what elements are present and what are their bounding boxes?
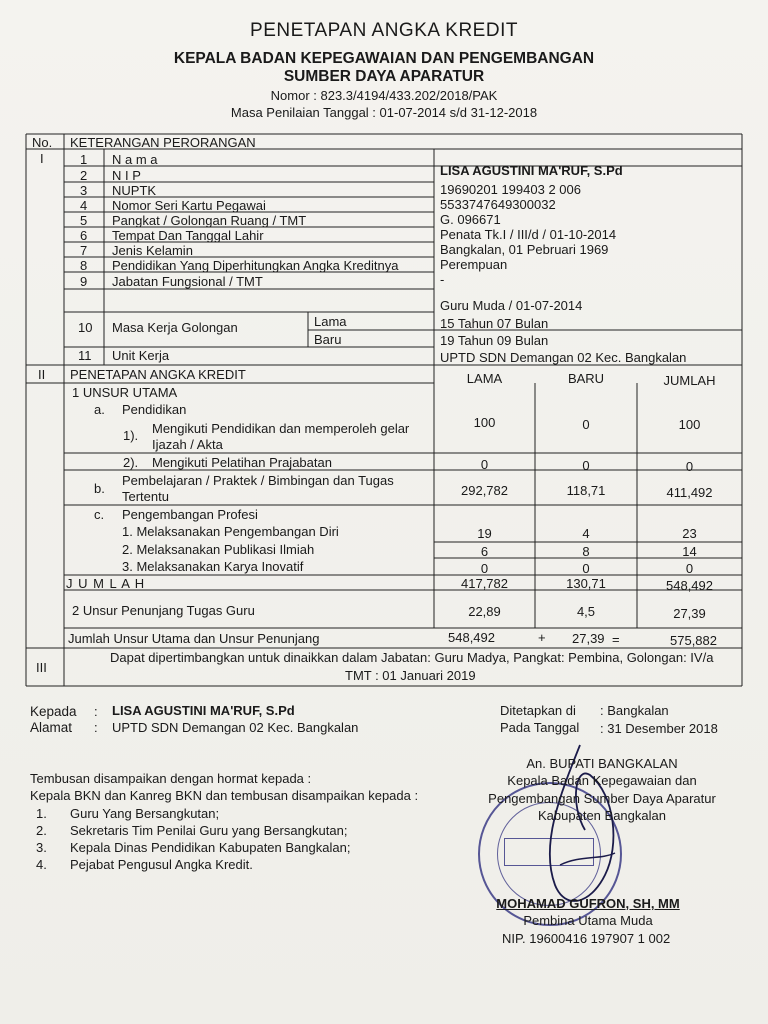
item-a1-label-1: Mengikuti Pendidikan dan memperoleh gelar [152, 421, 410, 436]
c-item-baru: 8 [582, 544, 590, 559]
personal-row-value: G. 096671 [440, 212, 501, 227]
c-item-lama: 19 [477, 526, 492, 541]
personal-row-number: 9 [80, 274, 88, 289]
col-jumlah-header: JUMLAH [663, 373, 716, 388]
row-11-number: 11 [78, 348, 92, 363]
tembusan-item-number: 1. [36, 806, 47, 821]
personal-row-label: Pendidikan Yang Diperhitungkan Angka Kreditnya [112, 258, 399, 273]
penunjang-label: 2 Unsur Penunjang Tugas Guru [72, 603, 255, 618]
item-b-letter: b. [94, 481, 105, 496]
b-jumlah: 411,492 [666, 485, 713, 500]
personal-row-label: NUPTK [112, 183, 157, 198]
c-item-baru: 4 [582, 526, 590, 541]
row-10-label: Masa Kerja Golongan [112, 320, 238, 335]
penunjang-baru: 4,5 [576, 604, 596, 619]
item-c-letter: c. [94, 507, 105, 522]
total-penunjang: 27,39 [572, 631, 605, 646]
jumlah-baru: 130,71 [566, 576, 606, 591]
issuer-line-2: SUMBER DAYA APARATUR [283, 68, 485, 85]
alamat-colon: : [94, 720, 98, 735]
col-no-header: No. [32, 135, 53, 150]
tembusan-item-number: 2. [36, 823, 47, 838]
personal-row-value: 5533747649300032 [440, 197, 556, 212]
c-item-lama: 6 [480, 544, 489, 559]
row-11-value: UPTD SDN Demangan 02 Kec. Bangkalan [440, 350, 687, 365]
personal-row-label: N I P [112, 168, 141, 183]
personal-row-value: 19690201 199403 2 006 [440, 182, 581, 197]
document-number: Nomor : 823.3/4194/433.202/2018/PAK [270, 88, 498, 103]
b-baru: 118,71 [566, 483, 606, 498]
item-a1-label-2: Ijazah / Akta [152, 437, 223, 452]
ditetapkan-value: : Bangkalan [600, 703, 669, 718]
kepada-value: LISA AGUSTINI MA'RUF, S.Pd [112, 703, 295, 718]
a2-jumlah: 0 [685, 459, 694, 474]
col-lama-header: LAMA [466, 371, 503, 386]
item-a-letter: a. [94, 402, 105, 417]
personal-row-value: LISA AGUSTINI MA'RUF, S.Pd [440, 163, 623, 178]
alamat-value: UPTD SDN Demangan 02 Kec. Bangkalan [112, 720, 359, 735]
assessment-period: Masa Penilaian Tanggal : 01-07-2014 s/d 31-12-2018 [230, 105, 538, 120]
tembusan-intro-2: Kepala BKN dan Kanreg BKN dan tembusan disampaikan kepada : [30, 788, 419, 803]
signatory-role-3: Kabupaten Bangkalan [538, 808, 666, 823]
section-3-number: III [36, 660, 47, 675]
row-11-label: Unit Kerja [112, 348, 170, 363]
tanggal-label: Pada Tanggal [500, 720, 580, 735]
personal-row-number: 5 [80, 213, 88, 228]
personal-row-value: Bangkalan, 01 Pebruari 1969 [440, 242, 609, 257]
c-item-label: 3. Melaksanakan Karya Inovatif [122, 559, 304, 574]
row-10-number: 10 [78, 320, 93, 335]
tembusan-intro-1: Tembusan disampaikan dengan hormat kepada : [30, 771, 312, 786]
kepada-colon: : [94, 704, 98, 719]
col-keterangan-header: KETERANGAN PERORANGAN [70, 135, 256, 150]
personal-row-value: Penata Tk.I / III/d / 01-10-2014 [440, 227, 617, 242]
tembusan-item-text: Guru Yang Bersangkutan; [70, 806, 220, 821]
total-result: 575,882 [670, 633, 717, 648]
personal-row-label: Pangkat / Golongan Ruang / TMT [112, 213, 307, 228]
signatory-nip: NIP. 19600416 197907 1 002 [502, 931, 671, 946]
tembusan-item-number: 4. [36, 857, 47, 872]
total-label: Jumlah Unsur Utama dan Unsur Penunjang [68, 631, 320, 646]
col-baru-header: BARU [567, 371, 605, 386]
personal-row-label: Tempat Dan Tanggal Lahir [112, 228, 264, 243]
total-utama: 548,492 [448, 630, 495, 645]
total-plus: + [538, 630, 546, 645]
alamat-label: Alamat [30, 720, 73, 735]
personal-row-number: 2 [80, 168, 88, 183]
c-item-label: 1. Melaksanakan Pengembangan Diri [122, 524, 339, 539]
signatory-rank: Pembina Utama Muda [523, 913, 653, 928]
c-item-jumlah: 23 [682, 526, 697, 541]
a2-baru: 0 [582, 458, 590, 473]
jumlah-label: J U M L A H [66, 576, 146, 591]
jumlah-lama: 417,782 [461, 576, 508, 591]
section-3-line-2: TMT : 01 Januari 2019 [345, 668, 476, 683]
personal-row-number: 3 [80, 183, 88, 198]
personal-row-number: 7 [80, 243, 88, 258]
item-b-label-2: Tertentu [122, 489, 169, 504]
lama-label: Lama [314, 314, 347, 329]
personal-row-number: 4 [80, 198, 88, 213]
personal-row-label: N a m a [112, 152, 158, 167]
c-item-jumlah: 0 [685, 561, 694, 576]
item-c-label: Pengembangan Profesi [122, 507, 258, 522]
personal-row-label: Jenis Kelamin [112, 243, 193, 258]
a1-jumlah: 100 [678, 417, 701, 432]
c-item-lama: 0 [480, 561, 489, 576]
c-item-baru: 0 [582, 561, 590, 576]
section-1-number: I [40, 151, 44, 166]
b-lama: 292,782 [461, 483, 508, 498]
penunjang-lama: 22,89 [468, 604, 501, 619]
baru-label: Baru [314, 332, 342, 347]
tanggal-value: : 31 Desember 2018 [600, 721, 718, 736]
personal-row-number: 1 [80, 152, 88, 167]
personal-row-value: Guru Muda / 01-07-2014 [440, 298, 583, 313]
item-a1-number: 1). [123, 428, 139, 443]
unsur-utama-label: 1 UNSUR UTAMA [72, 385, 178, 400]
item-a2-number: 2). [123, 455, 139, 470]
jumlah-jumlah: 548,492 [666, 578, 713, 593]
penunjang-jumlah: 27,39 [673, 606, 706, 621]
c-item-jumlah: 14 [682, 544, 697, 559]
an-bupati: An. BUPATI BANGKALAN [526, 756, 678, 771]
section-3-line-1: Dapat dipertimbangkan untuk dinaikkan dalam Jabatan: Guru Madya, Pangkat: Pembina, Golongan: IV/a [110, 650, 714, 665]
a1-baru: 0 [582, 417, 590, 432]
c-item-label: 2. Melaksanakan Publikasi Ilmiah [122, 542, 315, 557]
item-a2-label: Mengikuti Pelatihan Prajabatan [152, 455, 332, 470]
section-2-title: PENETAPAN ANGKA KREDIT [70, 367, 246, 382]
ditetapkan-label: Ditetapkan di [500, 703, 576, 718]
tembusan-item-number: 3. [36, 840, 47, 855]
lama-value: 15 Tahun 07 Bulan [440, 316, 549, 331]
baru-value: 19 Tahun 09 Bulan [440, 333, 549, 348]
personal-row-label: Jabatan Fungsional / TMT [112, 274, 263, 289]
personal-row-number: 8 [80, 258, 88, 273]
personal-row-label: Nomor Seri Kartu Pegawai [112, 198, 266, 213]
total-equals: = [612, 632, 620, 647]
a1-lama: 100 [473, 415, 496, 430]
section-2-number: II [38, 367, 46, 382]
kepada-label: Kepada [30, 704, 77, 719]
personal-row-value: Perempuan [440, 257, 508, 272]
personal-row-number: 6 [80, 228, 88, 243]
item-a-label: Pendidikan [122, 402, 187, 417]
a2-lama: 0 [480, 457, 489, 472]
signatory-role-1: Kepala Badan Kepegawaian dan [507, 773, 697, 788]
personal-row-value: - [440, 272, 445, 287]
item-b-label-1: Pembelajaran / Praktek / Bimbingan dan Tugas [122, 473, 394, 488]
tembusan-item-text: Pejabat Pengusul Angka Kredit. [70, 857, 253, 872]
signatory-name: MOHAMAD GUFRON, SH, MM [496, 896, 680, 911]
signatory-role-2: Pengembangan Sumber Daya Aparatur [488, 791, 716, 806]
tembusan-item-text: Sekretaris Tim Penilai Guru yang Bersangkutan; [70, 823, 348, 838]
document-title: PENETAPAN ANGKA KREDIT [250, 20, 518, 41]
tembusan-item-text: Kepala Dinas Pendidikan Kabupaten Bangkalan; [70, 840, 351, 855]
issuer-line-1: KEPALA BADAN KEPEGAWAIAN DAN PENGEMBANGAN [173, 50, 595, 67]
